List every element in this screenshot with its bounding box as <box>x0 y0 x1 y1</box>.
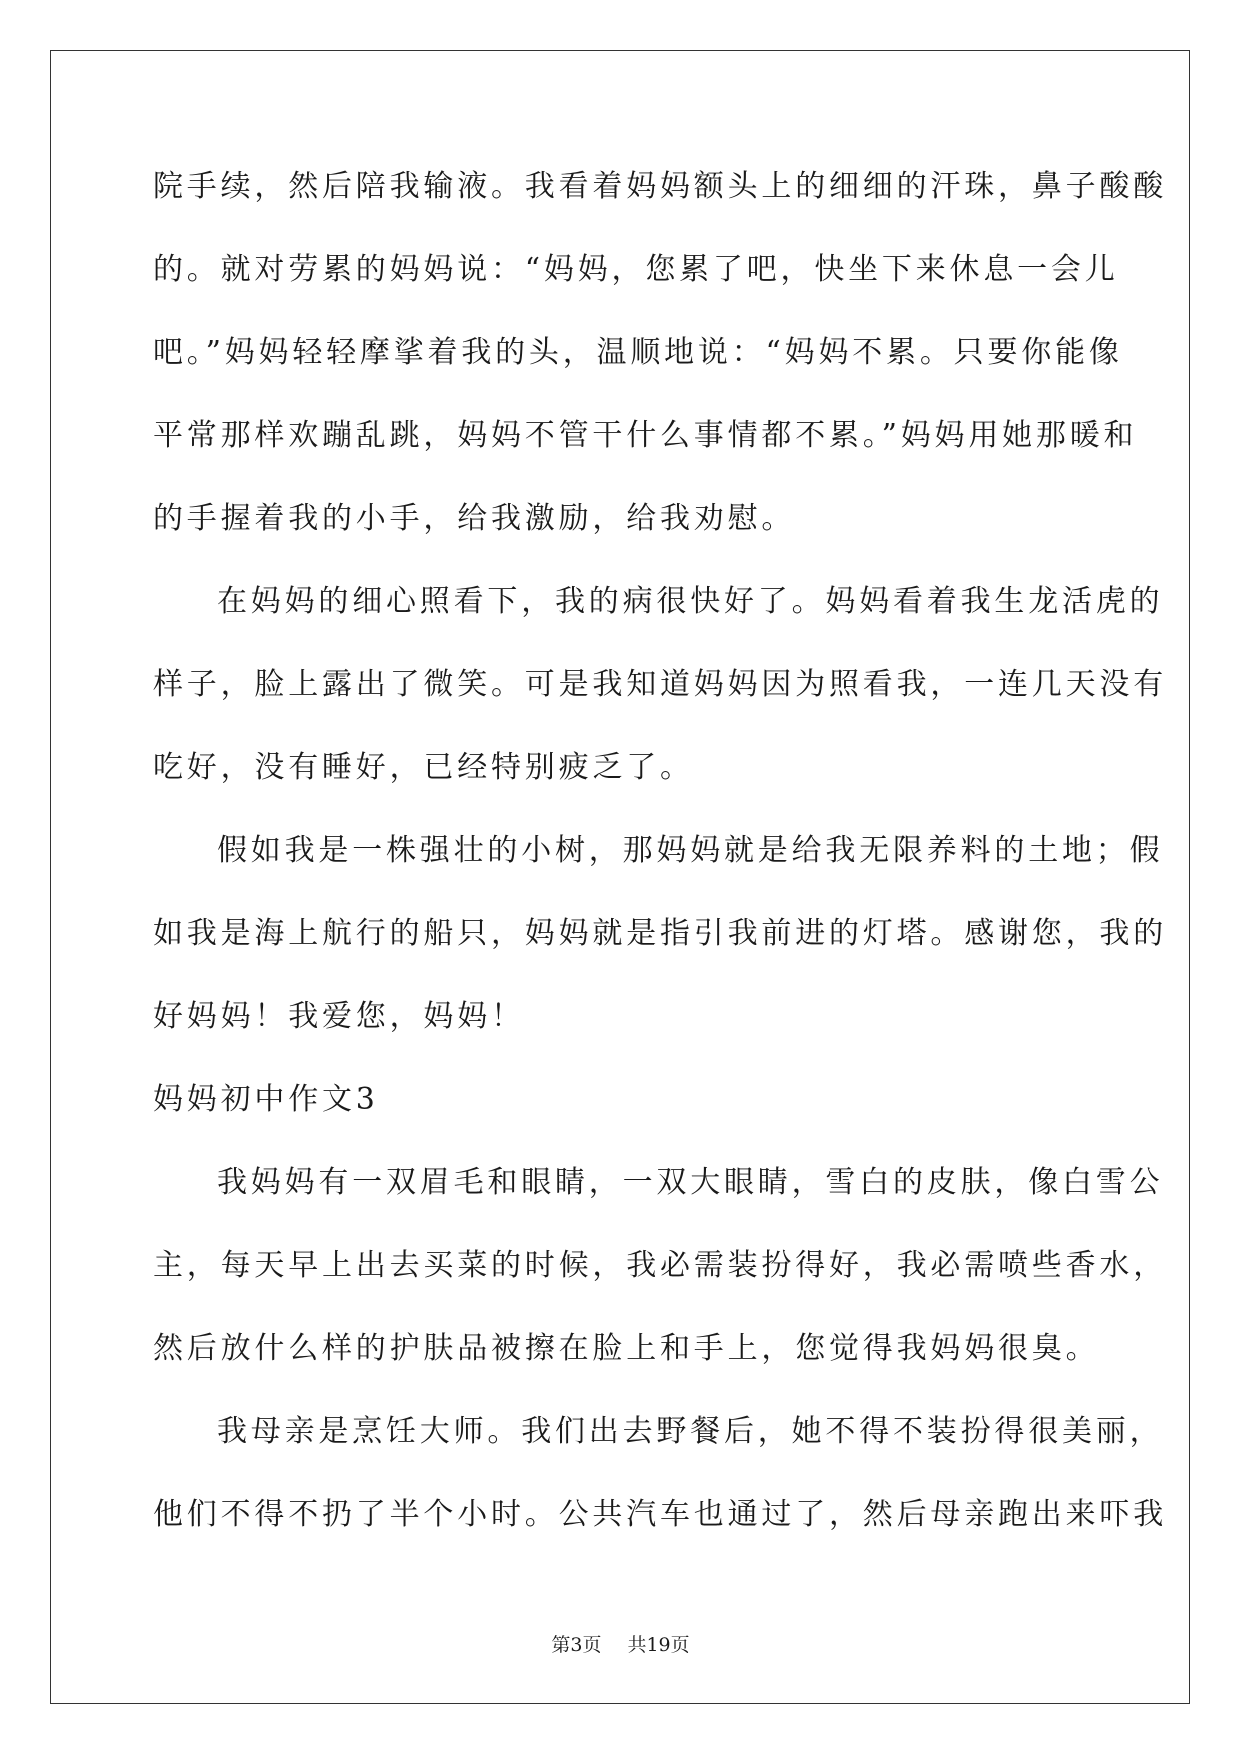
text-line-14: 然后放什么样的护肤品被擦在脸上和手上，您觉得我妈妈很臭。 <box>153 1331 1100 1366</box>
text-line-15: 我母亲是烹饪大师。我们出去野餐后，她不得不装扮得很美丽， <box>217 1414 1164 1449</box>
text-line-6: 在妈妈的细心照看下，我的病很快好了。妈妈看着我生龙活虎的 <box>217 584 1164 619</box>
text-line-3: 吧。”妈妈轻轻摩挲着我的头，温顺地说：“妈妈不累。只要你能像 <box>153 335 1123 370</box>
text-line-1: 院手续，然后陪我输液。我看着妈妈额头上的细细的汗珠，鼻子酸酸 <box>153 169 1167 204</box>
text-line-2: 的。就对劳累的妈妈说：“妈妈，您累了吧，快坐下来休息一会儿 <box>153 252 1119 287</box>
text-line-11: 好妈妈！我爱您，妈妈！ <box>153 999 525 1034</box>
text-line-9: 假如我是一株强壮的小树，那妈妈就是给我无限养料的土地；假 <box>217 833 1164 868</box>
document-body <box>153 157 1167 1568</box>
page-number: 第3页 <box>551 1634 602 1656</box>
text-line-16: 他们不得不扔了半个小时。公共汽车也通过了，然后母亲跑出来吓我 <box>153 1497 1167 1532</box>
text-line-8: 吃好，没有睡好，已经特别疲乏了。 <box>153 750 694 785</box>
section-heading: 妈妈初中作文3 <box>153 1082 379 1117</box>
text-line-10: 如我是海上航行的船只，妈妈就是指引我前进的灯塔。感谢您，我的 <box>153 916 1167 951</box>
text-line-7: 样子，脸上露出了微笑。可是我知道妈妈因为照看我，一连几天没有 <box>153 667 1167 702</box>
page-total: 共19页 <box>627 1634 690 1656</box>
text-line-5: 的手握着我的小手，给我激励，给我劝慰。 <box>153 501 796 536</box>
page-footer <box>0 1632 1241 1658</box>
text-line-12: 我妈妈有一双眉毛和眼睛，一双大眼睛，雪白的皮肤，像白雪公 <box>217 1165 1164 1200</box>
text-line-13: 主，每天早上出去买菜的时候，我必需装扮得好，我必需喷些香水， <box>153 1248 1167 1283</box>
text-line-4: 平常那样欢蹦乱跳，妈妈不管干什么事情都不累。”妈妈用她那暖和 <box>153 418 1138 453</box>
